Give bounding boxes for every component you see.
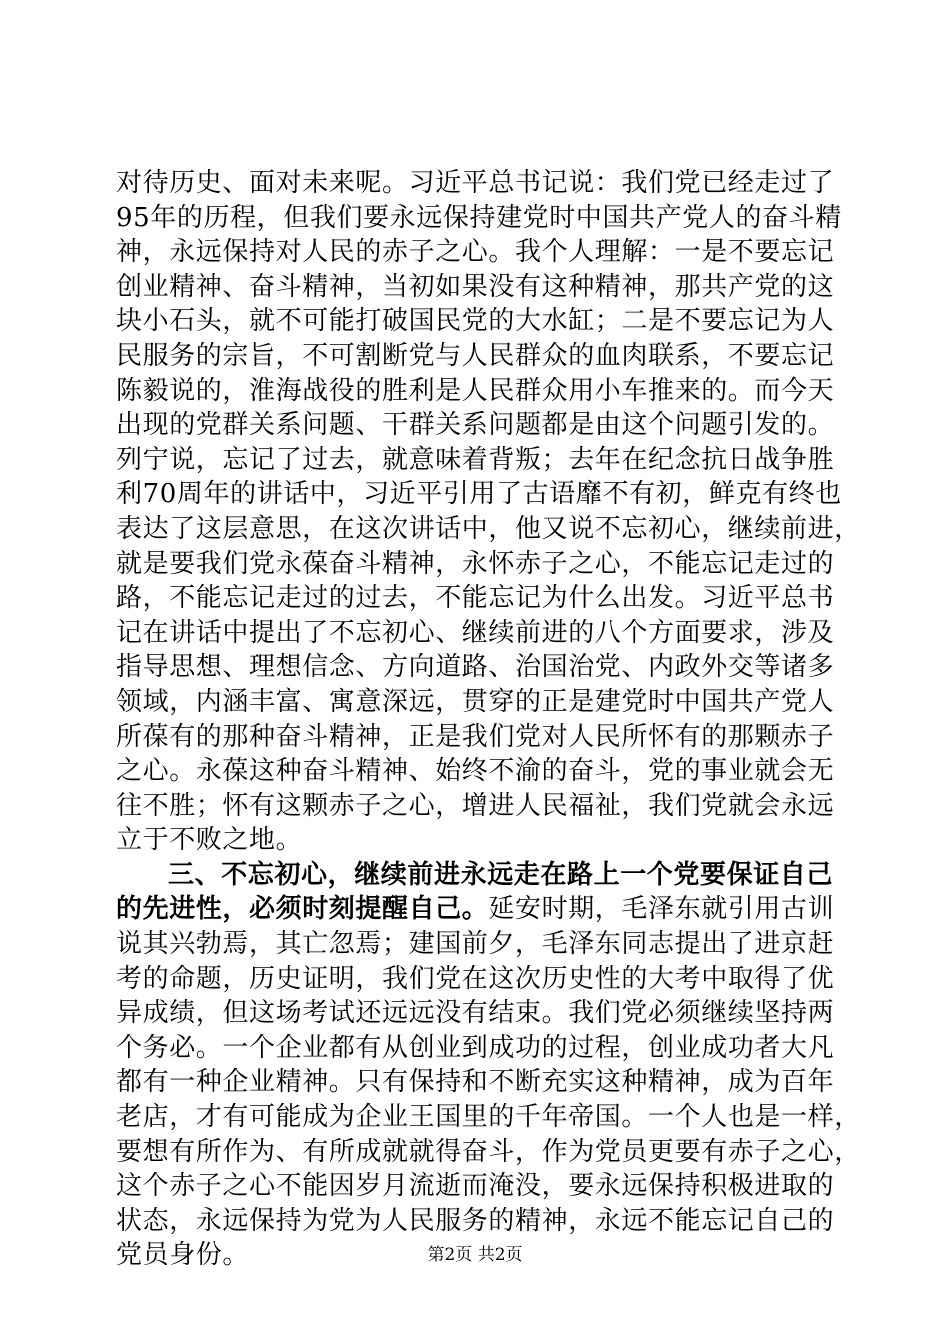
document-body <box>116 166 861 1273</box>
text-line: 路，不能忘记走过的过去，不能忘记为什么出发。习近平总书 <box>116 583 835 614</box>
text-line <box>116 892 856 927</box>
text-line: 95年的历程，但我们要永远保持建党时中国共产党人的奋斗精 <box>116 202 842 233</box>
text-line: 说其兴勃焉，其亡忽焉；建国前夕，毛泽东同志提出了进京赶 <box>116 929 835 960</box>
text-line: 立于不败之地。 <box>116 825 303 856</box>
text-line: 往不胜；怀有这颗赤子之心，增进人民福祉，我们党就会永远 <box>116 790 835 821</box>
text-line: 都有一种企业精神。只有保持和不断充实这种精神，成为百年 <box>116 1067 835 1098</box>
text-line: 这个赤子之心不能因岁月流逝而淹没，要永远保持积极进取的 <box>116 1171 835 1202</box>
text-line: 个务必。一个企业都有从创业到成功的过程，创业成功者大凡 <box>116 1032 835 1063</box>
text-line: 记在讲话中提出了不忘初心、继续前进的八个方面要求，涉及 <box>116 617 835 648</box>
text-line: 创业精神、奋斗精神，当初如果没有这种精神，那共产党的这 <box>116 271 835 302</box>
text-line: 民服务的宗旨，不可割断党与人民群众的血肉联系，不要忘记 <box>116 340 835 371</box>
text-line: 神，永远保持对人民的赤子之心。我个人理解：一是不要忘记 <box>116 237 835 268</box>
text-line: 考的命题，历史证明，我们党在这次历史性的大考中取得了优 <box>116 963 835 994</box>
text-line: 就是要我们党永葆奋斗精神，永怀赤子之心，不能忘记走过的 <box>116 548 835 579</box>
paragraph <box>116 858 861 1273</box>
text-line: 异成绩，但这场考试还远远没有结束。我们党必须继续坚持两 <box>116 998 835 1029</box>
section-heading-continuation: 的先进性，必须时刻提醒自己。 <box>116 894 489 925</box>
text-line: 对待历史、面对未来呢。习近平总书记说：我们党已经走过了 <box>116 168 835 198</box>
text-line: 利70周年的讲话中，习近平引用了古语靡不有初，鲜克有终也 <box>116 479 842 510</box>
text-line: 所葆有的那种奋斗精神，正是我们党对人民所怀有的那颗赤子 <box>116 721 835 752</box>
text-line: 列宁说，忘记了过去，就意味着背叛；去年在纪念抗日战争胜 <box>116 444 835 475</box>
text-line: 党员身份。 <box>116 1240 250 1271</box>
text-segment: 延安时期，毛泽东就引用古训 <box>488 894 835 925</box>
section-heading: 三、不忘初心，继续前进永远走在路上一个党要保证自己 <box>168 859 834 890</box>
paragraph <box>116 166 861 858</box>
text-line: 之心。永葆这种奋斗精神、始终不渝的奋斗，党的事业就会无 <box>116 756 835 787</box>
text-line: 老店，才有可能成为企业王国里的千年帝国。一个人也是一样， <box>116 1102 861 1133</box>
page-number-footer: 第2页 共2页 <box>427 1245 523 1265</box>
text-line: 领域，内涵丰富、寓意深远，贯穿的正是建党时中国共产党人 <box>116 686 835 717</box>
text-line: 要想有所作为、有所成就就得奋斗，作为党员更要有赤子之心， <box>116 1136 861 1167</box>
text-line: 陈毅说的，淮海战役的胜利是人民群众用小车推来的。而今天 <box>116 375 835 406</box>
text-line: 块小石头，就不可能打破国民党的大水缸；二是不要忘记为人 <box>116 306 835 337</box>
text-line: 表达了这层意思，在这次讲话中，他又说不忘初心，继续前进， <box>116 513 861 544</box>
text-line: 状态，永远保持为党为人民服务的精神，永远不能忘记自己的 <box>116 1205 835 1236</box>
text-line: 指导思想、理想信念、方向道路、治国治党、内政外交等诸多 <box>116 652 835 683</box>
text-line: 出现的党群关系问题、干群关系问题都是由这个问题引发的。 <box>116 410 835 441</box>
